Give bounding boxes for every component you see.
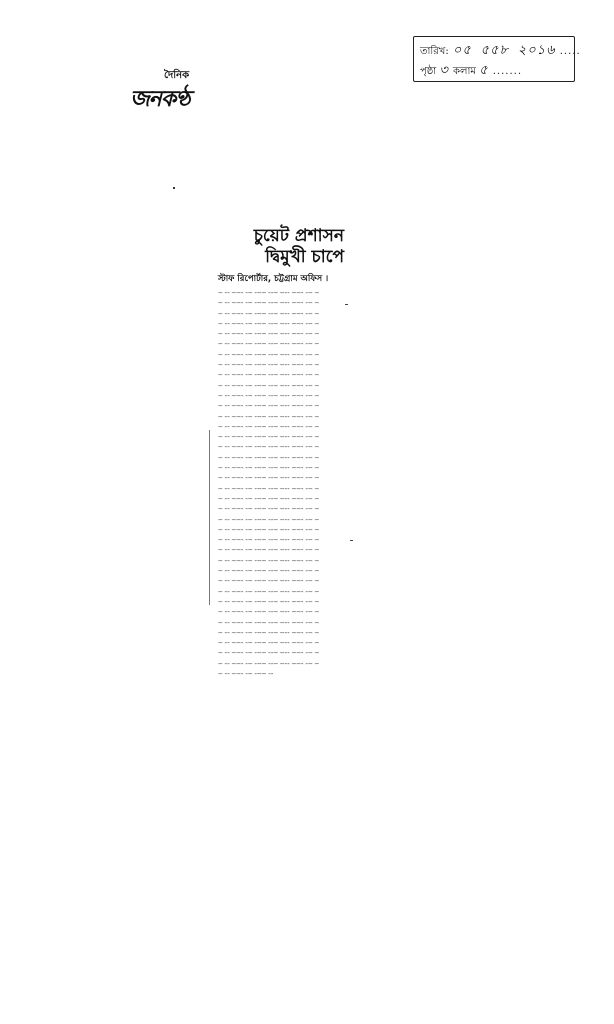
body-text-line: ‒ ‐‐ ‒‒‐ ‐‒ ‐‒‒ ‐‐‒ ‒‐‐ ‒‒‐ ‐‒ ‒ — [218, 504, 320, 514]
masthead-newspaper-name: জনকণ্ঠ — [130, 87, 190, 112]
body-text-line: ‒ ‐‐ ‒‒‐ ‐‒ ‐‒‒ ‐‐‒ ‒‐‐ ‒‒‐ ‐‒ ‒ — [218, 566, 320, 576]
scan-speck — [173, 187, 175, 189]
body-text-line: ‒ ‐‐ ‒‒‐ ‐‒ ‐‒‒ ‐‐‒ ‒‐‐ ‒‒‐ ‐‒ ‒ — [218, 380, 320, 390]
body-text-line: ‒ ‐‐ ‒‒‐ ‐‒ ‐‒‒ ‐‐‒ ‒‐‐ ‒‒‐ ‐‒ ‒ — [218, 586, 320, 596]
body-text-line: ‒ ‐‐ ‒‒‐ ‐‒ ‐‒‒ ‐‐‒ ‒‐‐ ‒‒‐ ‐‒ ‒ — [218, 514, 320, 524]
body-text-line: ‒ ‐‐ ‒‒‐ ‐‒ ‐‒‒ ‐‐‒ ‒‐‐ ‒‒‐ ‐‒ ‒ — [218, 452, 320, 462]
body-text-line: ‒ ‐‐ ‒‒‐ ‐‒ ‐‒‒ ‐‐‒ ‒‐‐ ‒‒‐ ‐‒ ‒ — [218, 339, 320, 349]
body-text-line: ‒ ‐‐ ‒‒‐ ‐‒ ‐‒‒ ‐‐‒ ‒‐‐ ‒‒‐ ‐‒ ‒ — [218, 411, 320, 421]
body-text-line: ‒ ‐‐ ‒‒‐ ‐‒ ‐‒‒ ‐‐‒ ‒‐‐ ‒‒‐ ‐‒ ‒ — [218, 288, 320, 297]
body-text-line: ‒ ‐‐ ‒‒‐ ‐‒ ‐‒‒ ‐‐‒ ‒‐‐ ‒‒‐ ‐‒ ‒ — [218, 555, 320, 565]
scan-tick-mark — [350, 540, 353, 541]
body-text-line: ‒ ‐‐ ‒‒‐ ‐‒ ‐‒‒ ‐‐‒ ‒‐‐ ‒‒‐ ‐‒ ‒ — [218, 658, 320, 668]
clipping-stamp — [413, 36, 581, 82]
body-text-line: ‒ ‐‐ ‒‒‐ ‐‒ ‐‒‒ ‐‐‒ ‒‐‐ ‒‒‐ ‐‒ ‒ — [218, 308, 320, 318]
body-text-line: ‒ ‐‐ ‒‒‐ ‐‒ ‐‒‒ ‐‐‒ ‒‐‐ ‒‒‐ ‐‒ ‒ — [218, 596, 320, 606]
scan-tick-mark — [345, 304, 348, 305]
newspaper-masthead — [130, 68, 250, 118]
side-margin-line — [209, 430, 210, 605]
stamp-date-label: তারিখ — [420, 46, 446, 57]
article-byline: স্টাফ রিপোর্টার, চট্টগ্রাম অফিস । — [218, 274, 329, 284]
stamp-page-label: পৃষ্ঠা — [420, 66, 437, 77]
body-text-line: ‒ ‐‐ ‒‒‐ ‐‒ ‐‒‒ ‐‐‒ ‒‐‐ ‒‒‐ ‐‒ ‒ — [218, 401, 320, 411]
stamp-date-value: ০৫ ৫৫৮ ২০১৬ — [452, 43, 556, 58]
body-text-line: ‒ ‐‐ ‒‒‐ ‐‒ ‐‒‒ ‐‐‒ ‒‐‐ ‒‒‐ ‐‒ ‒ — [218, 493, 320, 503]
body-text-line: ‒ ‐‐ ‒‒‐ ‐‒ ‐‒‒ ‐‐‒ ‒‐‐ ‒‒‐ ‐‒ ‒ — [218, 545, 320, 555]
stamp-page-value: ৩ — [439, 63, 449, 78]
body-text-line: ‒ ‐‐ ‒‒‐ ‐‒ ‐‒‒ ‐‐ — [218, 668, 274, 678]
body-text-line: ‒ ‐‐ ‒‒‐ ‐‒ ‐‒‒ ‐‐‒ ‒‐‐ ‒‒‐ ‐‒ ‒ — [218, 524, 320, 534]
body-text-line: ‒ ‐‐ ‒‒‐ ‐‒ ‐‒‒ ‐‐‒ ‒‐‐ ‒‒‐ ‐‒ ‒ — [218, 329, 320, 339]
body-text-line: ‒ ‐‐ ‒‒‐ ‐‒ ‐‒‒ ‐‐‒ ‒‐‐ ‒‒‐ ‐‒ ‒ — [218, 617, 320, 627]
body-text-line: ‒ ‐‐ ‒‒‐ ‐‒ ‐‒‒ ‐‐‒ ‒‐‐ ‒‒‐ ‐‒ ‒ — [218, 638, 320, 648]
body-text-line: ‒ ‐‐ ‒‒‐ ‐‒ ‐‒‒ ‐‐‒ ‒‐‐ ‒‒‐ ‐‒ ‒ — [218, 576, 320, 586]
headline-line-1: চুয়েট প্রশাসন — [253, 226, 344, 246]
body-text-line: ‒ ‐‐ ‒‒‐ ‐‒ ‐‒‒ ‐‐‒ ‒‐‐ ‒‒‐ ‐‒ ‒ — [218, 370, 320, 380]
article-body-text — [218, 288, 344, 679]
body-text-line: ‒ ‐‐ ‒‒‐ ‐‒ ‐‒‒ ‐‐‒ ‒‐‐ ‒‒‐ ‐‒ ‒ — [218, 463, 320, 473]
stamp-column-value: ৫ — [479, 63, 489, 78]
stamp-column-label: কলাম — [453, 66, 476, 77]
body-text-line: ‒ ‐‐ ‒‒‐ ‐‒ ‐‒‒ ‐‐‒ ‒‐‐ ‒‒‐ ‐‒ ‒ — [218, 390, 320, 400]
stamp-page-row: পৃষ্ঠা ৩ কলাম ৫ ....... — [420, 63, 522, 78]
stamp-date-row: তারিখ: ০৫ ৫৫৮ ২০১৬ ..... — [420, 43, 581, 58]
body-text-line: ‒ ‐‐ ‒‒‐ ‐‒ ‐‒‒ ‐‐‒ ‒‐‐ ‒‒‐ ‐‒ ‒ — [218, 360, 320, 370]
body-text-line: ‒ ‐‐ ‒‒‐ ‐‒ ‐‒‒ ‐‐‒ ‒‐‐ ‒‒‐ ‐‒ ‒ — [218, 607, 320, 617]
news-article — [218, 226, 344, 679]
masthead-daily-label: দৈনিক — [164, 70, 190, 81]
body-text-line: ‒ ‐‐ ‒‒‐ ‐‒ ‐‒‒ ‐‐‒ ‒‐‐ ‒‒‐ ‐‒ ‒ — [218, 483, 320, 493]
body-text-line: ‒ ‐‐ ‒‒‐ ‐‒ ‐‒‒ ‐‐‒ ‒‐‐ ‒‒‐ ‐‒ ‒ — [218, 535, 320, 545]
body-text-line: ‒ ‐‐ ‒‒‐ ‐‒ ‐‒‒ ‐‐‒ ‒‐‐ ‒‒‐ ‐‒ ‒ — [218, 648, 320, 658]
body-text-line: ‒ ‐‐ ‒‒‐ ‐‒ ‐‒‒ ‐‐‒ ‒‐‐ ‒‒‐ ‐‒ ‒ — [218, 318, 320, 328]
body-text-line: ‒ ‐‐ ‒‒‐ ‐‒ ‐‒‒ ‐‐‒ ‒‐‐ ‒‒‐ ‐‒ ‒ — [218, 349, 320, 359]
body-text-line: ‒ ‐‐ ‒‒‐ ‐‒ ‐‒‒ ‐‐‒ ‒‐‐ ‒‒‐ ‐‒ ‒ — [218, 627, 320, 637]
headline-line-2: দ্বিমুখী চাপে — [265, 247, 344, 267]
article-headline — [218, 226, 344, 268]
body-text-line: ‒ ‐‐ ‒‒‐ ‐‒ ‐‒‒ ‐‐‒ ‒‐‐ ‒‒‐ ‐‒ ‒ — [218, 432, 320, 442]
body-text-line: ‒ ‐‐ ‒‒‐ ‐‒ ‐‒‒ ‐‐‒ ‒‐‐ ‒‒‐ ‐‒ ‒ — [218, 473, 320, 483]
body-text-line: ‒ ‐‐ ‒‒‐ ‐‒ ‐‒‒ ‐‐‒ ‒‐‐ ‒‒‐ ‐‒ ‒ — [218, 442, 320, 452]
body-text-line: ‒ ‐‐ ‒‒‐ ‐‒ ‐‒‒ ‐‐‒ ‒‐‐ ‒‒‐ ‐‒ ‒ — [218, 421, 320, 431]
body-text-line: ‒ ‐‐ ‒‒‐ ‐‒ ‐‒‒ ‐‐‒ ‒‐‐ ‒‒‐ ‐‒ ‒ — [218, 298, 320, 308]
